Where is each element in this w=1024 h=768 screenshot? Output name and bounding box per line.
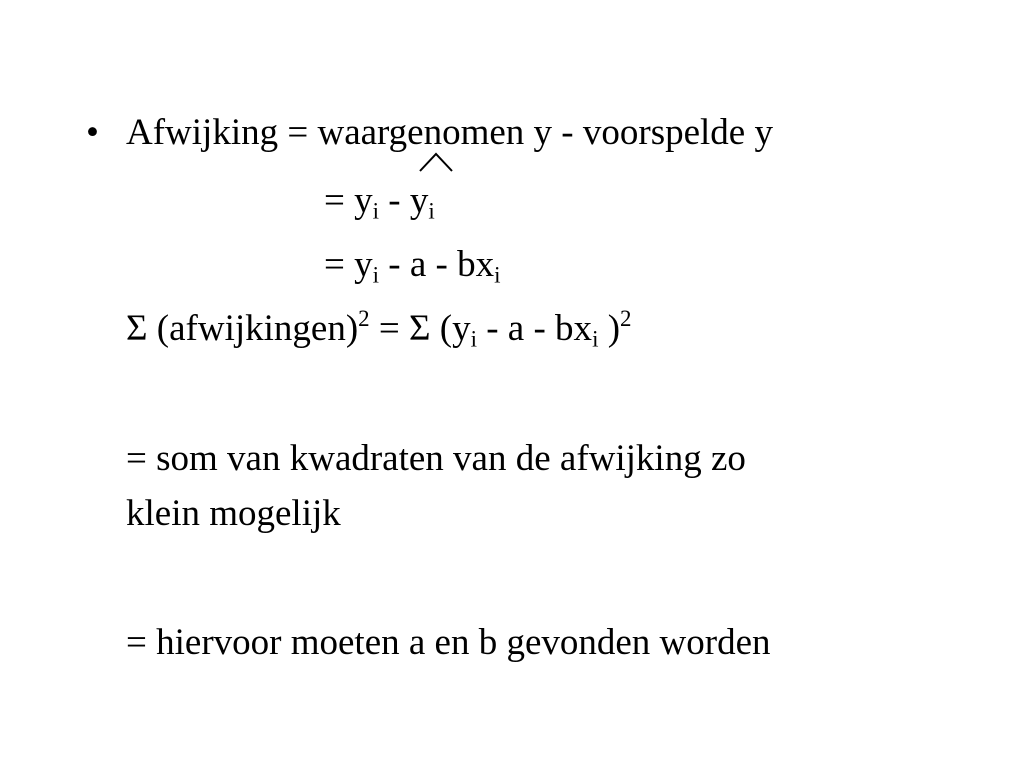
superscript: 2 [358, 305, 370, 331]
subscript: i [494, 262, 501, 288]
explanation-line-b: klein mogelijk [126, 493, 341, 534]
subscript: i [592, 326, 599, 352]
eq-part: = y [324, 244, 373, 285]
eq-part: Σ (afwijkingen) [126, 308, 359, 349]
equation-line-3 [324, 244, 501, 288]
subscript: i [372, 262, 379, 288]
subscript: i [428, 198, 435, 224]
eq-part: = Σ (y [369, 308, 471, 349]
superscript: 2 [620, 305, 632, 331]
eq-part: - y [379, 180, 429, 221]
eq-part: = y [324, 180, 373, 221]
subscript: i [372, 198, 379, 224]
eq-part: ) [598, 308, 621, 349]
definition-text: Afwijking = waargenomen y - voorspelde y [126, 112, 773, 153]
conclusion-line: = hiervoor moeten a en b gevonden worden [126, 622, 771, 663]
sum-squares-equation [126, 305, 632, 352]
eq-part: - a - bx [476, 308, 593, 349]
definition-line [126, 114, 773, 151]
hat-accent-icon [418, 151, 454, 173]
eq-part: - a - bx [379, 244, 495, 285]
explanation-line-a: = som van kwadraten van de afwijking zo [126, 438, 746, 479]
bullet-icon: • [86, 112, 99, 153]
subscript: i [470, 326, 477, 352]
equation-line-2 [324, 180, 435, 224]
